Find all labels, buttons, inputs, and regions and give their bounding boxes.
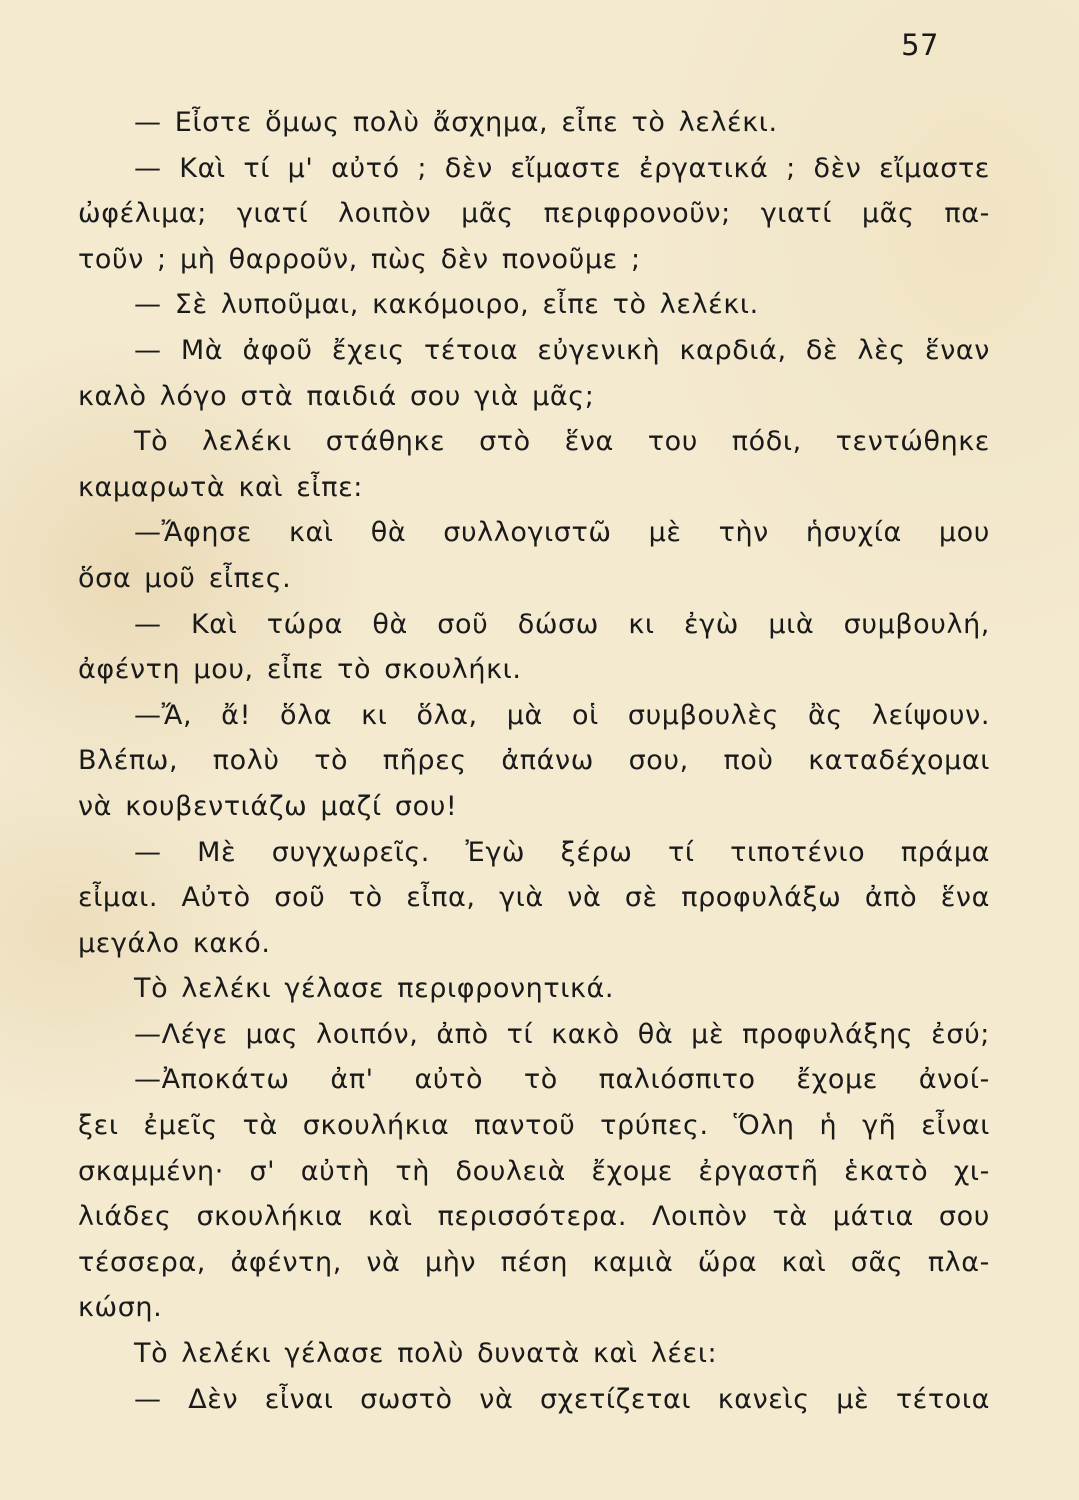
text-line: ξει ἐμεῖς τὰ σκουλήκια παντοῦ τρύπες. Ὅλη ἡ γῆ εἶναι bbox=[78, 1110, 990, 1142]
text-line: λιάδες σκουλήκια καὶ περισσότερα. Λοιπὸν τὰ μάτια σου bbox=[78, 1201, 990, 1233]
text-line: νὰ κουβεντιάζω μαζί σου! bbox=[78, 790, 458, 822]
text-line: —Ἄφησε καὶ θὰ συλλογιστῶ μὲ τὴν ἡσυχία μου bbox=[134, 517, 990, 549]
text-line: Τὸ λελέκι στάθηκε στὸ ἕνα του πόδι, τεντώθηκε bbox=[134, 426, 990, 458]
text-line: καμαρωτὰ καὶ εἶπε: bbox=[78, 471, 363, 503]
text-line: —Λέγε μας λοιπόν, ἀπὸ τί κακὸ θὰ μὲ προφυλάξης ἐσύ; bbox=[134, 1018, 990, 1050]
text-line: — Καὶ τί μ' αὐτό ; δὲν εἴμαστε ἐργατικά ; δὲν εἴμαστε bbox=[134, 152, 990, 184]
text-line: — Δὲν εἶναι σωστὸ νὰ σχετίζεται κανεὶς μὲ τέτοια bbox=[134, 1383, 990, 1415]
text-line: τέσσερα, ἀφέντη, νὰ μὴν πέση καμιὰ ὥρα καὶ σᾶς πλα- bbox=[78, 1246, 990, 1278]
text-line: Τὸ λελέκι γέλασε πολὺ δυνατὰ καὶ λέει: bbox=[134, 1338, 718, 1370]
text-line: — Καὶ τώρα θὰ σοῦ δώσω κι ἐγὼ μιὰ συμβουλή, bbox=[134, 608, 990, 640]
text-line: Τὸ λελέκι γέλασε περιφρονητικά. bbox=[134, 973, 615, 1005]
text-line: — Μὲ συγχωρεῖς. Ἐγὼ ξέρω τί τιποτένιο πράμα bbox=[134, 836, 990, 868]
text-line: —Ἀποκάτω ἀπ' αὐτὸ τὸ παλιόσπιτο ἔχομε ἀνοί- bbox=[134, 1064, 990, 1096]
text-line: —Ἄ, ἄ! ὅλα κι ὅλα, μὰ οἱ συμβουλὲς ἂς λείψουν. bbox=[134, 699, 990, 731]
text-line: — Σὲ λυποῦμαι, κακόμοιρο, εἶπε τὸ λελέκι. bbox=[134, 289, 759, 321]
text-line: ἀφέντη μου, εἶπε τὸ σκουλήκι. bbox=[78, 654, 522, 686]
page-number: 57 bbox=[901, 28, 939, 62]
text-line: καλὸ λόγο στὰ παιδιά σου γιὰ μᾶς; bbox=[78, 380, 595, 412]
body-text bbox=[78, 100, 990, 1422]
text-line: τοῦν ; μὴ θαρροῦν, πὼς δὲν πονοῦμε ; bbox=[78, 243, 641, 275]
text-line: — Μὰ ἀφοῦ ἔχεις τέτοια εὐγενικὴ καρδιά, δὲ λὲς ἕναν bbox=[134, 334, 990, 366]
text-line: Βλέπω, πολὺ τὸ πῆρες ἀπάνω σου, ποὺ καταδέχομαι bbox=[78, 745, 990, 777]
text-line: μεγάλο κακό. bbox=[78, 927, 271, 959]
text-line: — Εἶστε ὅμως πολὺ ἄσχημα, εἶπε τὸ λελέκι. bbox=[134, 107, 778, 138]
text-line: ὅσα μοῦ εἶπες. bbox=[78, 562, 292, 594]
text-line: σκαμμένη· σ' αὐτὴ τὴ δουλειὰ ἔχομε ἐργαστῆ ἑκατὸ χι- bbox=[78, 1155, 990, 1187]
text-line: ὠφέλιμα; γιατί λοιπὸν μᾶς περιφρονοῦν; γιατί μᾶς πα- bbox=[78, 198, 990, 230]
text-line: εἶμαι. Αὐτὸ σοῦ τὸ εἶπα, γιὰ νὰ σὲ προφυλάξω ἀπὸ ἕνα bbox=[78, 882, 990, 914]
text-line: κώση. bbox=[78, 1292, 163, 1324]
